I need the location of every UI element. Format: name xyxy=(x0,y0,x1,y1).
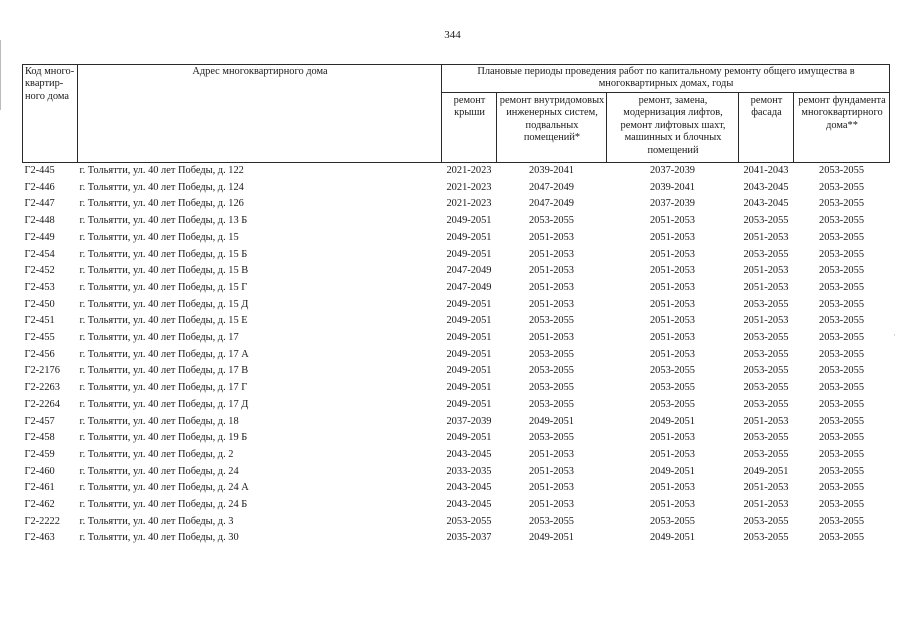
table-row xyxy=(23,514,890,531)
cell-engineering: 2053-2055 xyxy=(528,432,575,444)
cell-engineering: 2051-2053 xyxy=(528,448,575,460)
cell-lifts: 2051-2053 xyxy=(649,332,696,344)
cell-facade: 2051-2053 xyxy=(743,499,789,511)
cell-engineering: 2049-2051 xyxy=(528,415,575,427)
cell-facade: 2041-2043 xyxy=(743,165,789,176)
cell-lifts: 2051-2053 xyxy=(649,248,696,260)
cell-code: Г2-2263 xyxy=(24,382,60,394)
cell-lifts: 2053-2055 xyxy=(649,398,696,410)
cell-foundation: 2053-2055 xyxy=(819,532,865,544)
header-address: Адрес многоквартирного дома xyxy=(78,65,442,163)
cell-foundation: 2053-2055 xyxy=(819,415,865,427)
cell-address: г. Тольятти, ул. 40 лет Победы, д. 24 Б xyxy=(79,499,248,511)
cell-lifts: 2051-2053 xyxy=(649,298,696,310)
cell-code: Г2-459 xyxy=(24,448,55,460)
cell-engineering: 2051-2053 xyxy=(528,248,575,260)
cell-address: г. Тольятти, ул. 40 лет Победы, д. 17 xyxy=(79,332,239,344)
table-row xyxy=(23,313,890,330)
cell-lifts: 2053-2055 xyxy=(649,365,696,377)
cell-facade: 2053-2055 xyxy=(743,398,789,410)
cell-engineering: 2053-2055 xyxy=(528,515,575,527)
cell-engineering: 2053-2055 xyxy=(528,215,575,227)
cell-roof: 2021-2023 xyxy=(446,181,492,193)
cell-foundation: 2053-2055 xyxy=(819,332,865,344)
cell-code: Г2-2264 xyxy=(24,398,60,410)
cell-code: Г2-2176 xyxy=(24,365,60,377)
header-engineering: ремонт внутридомовых инженерных систем, подвальных помещений* xyxy=(497,93,607,163)
cell-foundation: 2053-2055 xyxy=(819,398,865,410)
cell-engineering: 2053-2055 xyxy=(528,348,575,360)
cell-lifts: 2051-2053 xyxy=(649,499,696,511)
cell-lifts: 2051-2053 xyxy=(649,265,696,277)
table-row xyxy=(23,330,890,347)
cell-address: г. Тольятти, ул. 40 лет Победы, д. 15 Е xyxy=(79,315,248,327)
cell-facade: 2051-2053 xyxy=(743,265,789,277)
cell-lifts: 2051-2053 xyxy=(649,215,696,227)
cell-code: Г2-452 xyxy=(24,265,55,277)
cell-address: г. Тольятти, ул. 40 лет Победы, д. 17 Г xyxy=(79,382,248,394)
cell-lifts: 2051-2053 xyxy=(649,231,696,243)
cell-lifts: 2051-2053 xyxy=(649,281,696,293)
cell-facade: 2053-2055 xyxy=(743,532,789,544)
scan-edge-mark xyxy=(0,40,4,110)
cell-roof: 2049-2051 xyxy=(446,348,492,360)
table-row xyxy=(23,196,890,213)
cell-roof: 2053-2055 xyxy=(446,515,492,527)
cell-lifts: 2051-2053 xyxy=(649,348,696,360)
cell-code: Г2-449 xyxy=(24,231,55,243)
cell-foundation: 2053-2055 xyxy=(819,499,865,511)
cell-address: г. Тольятти, ул. 40 лет Победы, д. 13 Б xyxy=(79,215,248,227)
header-code: Код много-квартир-ного дома xyxy=(23,65,78,163)
cell-facade: 2053-2055 xyxy=(743,432,789,444)
cell-facade: 2051-2053 xyxy=(743,281,789,293)
cell-roof: 2043-2045 xyxy=(446,499,492,511)
cell-facade: 2053-2055 xyxy=(743,298,789,310)
cell-facade: 2053-2055 xyxy=(743,332,789,344)
cell-code: Г2-448 xyxy=(24,215,55,227)
cell-roof: 2049-2051 xyxy=(446,315,492,327)
cell-engineering: 2039-2041 xyxy=(528,165,575,176)
cell-address: г. Тольятти, ул. 40 лет Победы, д. 15 Б xyxy=(79,248,248,260)
cell-engineering: 2051-2053 xyxy=(528,482,575,494)
cell-foundation: 2053-2055 xyxy=(819,448,865,460)
table-row xyxy=(23,297,890,314)
header-foundation: ремонт фундамента многоквартирного дома** xyxy=(794,93,890,163)
table-row xyxy=(23,397,890,414)
cell-address: г. Тольятти, ул. 40 лет Победы, д. 17 А xyxy=(79,348,249,360)
cell-address: г. Тольятти, ул. 40 лет Победы, д. 15 В xyxy=(79,265,249,277)
cell-address: г. Тольятти, ул. 40 лет Победы, д. 17 В xyxy=(79,365,249,377)
cell-code: Г2-456 xyxy=(24,348,55,360)
table-row xyxy=(23,347,890,364)
cell-engineering: 2051-2053 xyxy=(528,298,575,310)
table-row xyxy=(23,430,890,447)
cell-code: Г2-457 xyxy=(24,415,55,427)
table-row xyxy=(23,464,890,481)
cell-address: г. Тольятти, ул. 40 лет Победы, д. 124 xyxy=(79,181,244,193)
cell-foundation: 2053-2055 xyxy=(819,348,865,360)
cell-facade: 2053-2055 xyxy=(743,515,789,527)
table-row xyxy=(23,497,890,514)
cell-code: Г2-453 xyxy=(24,281,55,293)
cell-engineering: 2051-2053 xyxy=(528,332,575,344)
cell-address: г. Тольятти, ул. 40 лет Победы, д. 126 xyxy=(79,198,244,210)
cell-facade: 2051-2053 xyxy=(743,482,789,494)
cell-foundation: 2053-2055 xyxy=(819,432,865,444)
cell-code: Г2-455 xyxy=(24,332,55,344)
cell-engineering: 2053-2055 xyxy=(528,365,575,377)
cell-foundation: 2053-2055 xyxy=(819,181,865,193)
cell-lifts: 2049-2051 xyxy=(649,465,696,477)
repair-schedule-table xyxy=(22,64,890,547)
cell-code: Г2-463 xyxy=(24,532,55,544)
cell-engineering: 2053-2055 xyxy=(528,382,575,394)
cell-roof: 2049-2051 xyxy=(446,382,492,394)
cell-address: г. Тольятти, ул. 40 лет Победы, д. 24 А xyxy=(79,482,249,494)
cell-facade: 2043-2045 xyxy=(743,181,789,193)
cell-foundation: 2053-2055 xyxy=(819,482,865,494)
cell-foundation: 2053-2055 xyxy=(819,265,865,277)
table-body xyxy=(23,163,890,548)
cell-lifts: 2051-2053 xyxy=(649,482,696,494)
cell-roof: 2043-2045 xyxy=(446,448,492,460)
cell-roof: 2049-2051 xyxy=(446,248,492,260)
cell-engineering: 2051-2053 xyxy=(528,231,575,243)
cell-facade: 2051-2053 xyxy=(743,231,789,243)
cell-address: г. Тольятти, ул. 40 лет Победы, д. 122 xyxy=(79,165,244,176)
cell-engineering: 2049-2051 xyxy=(528,532,575,544)
cell-engineering: 2053-2055 xyxy=(528,315,575,327)
cell-roof: 2049-2051 xyxy=(446,398,492,410)
cell-address: г. Тольятти, ул. 40 лет Победы, д. 30 xyxy=(79,532,239,544)
cell-code: Г2-451 xyxy=(24,315,55,327)
cell-lifts: 2037-2039 xyxy=(649,165,696,176)
cell-roof: 2049-2051 xyxy=(446,432,492,444)
cell-address: г. Тольятти, ул. 40 лет Победы, д. 18 xyxy=(79,415,239,427)
cell-address: г. Тольятти, ул. 40 лет Победы, д. 2 xyxy=(79,448,234,460)
cell-address: г. Тольятти, ул. 40 лет Победы, д. 15 xyxy=(79,231,239,243)
cell-foundation: 2053-2055 xyxy=(819,465,865,477)
cell-facade: 2043-2045 xyxy=(743,198,789,210)
cell-foundation: 2053-2055 xyxy=(819,215,865,227)
cell-code: Г2-446 xyxy=(24,181,55,193)
cell-foundation: 2053-2055 xyxy=(819,315,865,327)
cell-roof: 2047-2049 xyxy=(446,281,492,293)
table-row xyxy=(23,213,890,230)
page-number: 344 xyxy=(444,29,461,41)
table-row xyxy=(23,380,890,397)
table-row xyxy=(23,180,890,197)
cell-lifts: 2053-2055 xyxy=(649,515,696,527)
cell-code: Г2-447 xyxy=(24,198,55,210)
cell-lifts: 2049-2051 xyxy=(649,532,696,544)
cell-code: Г2-2222 xyxy=(24,515,60,527)
table-row xyxy=(23,480,890,497)
table-row xyxy=(23,280,890,297)
header-lifts: ремонт, замена, модернизация лифтов, ремонт лифтовых шахт, машинных и блочных помещений xyxy=(607,93,739,163)
cell-engineering: 2051-2053 xyxy=(528,465,575,477)
cell-lifts: 2039-2041 xyxy=(649,181,696,193)
cell-code: Г2-460 xyxy=(24,465,55,477)
cell-address: г. Тольятти, ул. 40 лет Победы, д. 3 xyxy=(79,515,234,527)
cell-roof: 2043-2045 xyxy=(446,482,492,494)
header-roof: ремонт крыши xyxy=(442,93,497,163)
cell-roof: 2033-2035 xyxy=(446,465,492,477)
cell-roof: 2021-2023 xyxy=(446,198,492,210)
cell-lifts: 2053-2055 xyxy=(649,382,696,394)
cell-code: Г2-445 xyxy=(24,165,55,176)
table-row xyxy=(23,163,890,180)
cell-engineering: 2047-2049 xyxy=(528,198,575,210)
cell-roof: 2049-2051 xyxy=(446,231,492,243)
cell-code: Г2-458 xyxy=(24,432,55,444)
cell-roof: 2049-2051 xyxy=(446,215,492,227)
cell-code: Г2-450 xyxy=(24,298,55,310)
cell-facade: 2051-2053 xyxy=(743,415,789,427)
header-facade: ремонт фасада xyxy=(739,93,794,163)
cell-code: Г2-461 xyxy=(24,482,55,494)
cell-foundation: 2053-2055 xyxy=(819,298,865,310)
cell-engineering: 2047-2049 xyxy=(528,181,575,193)
cell-lifts: 2049-2051 xyxy=(649,415,696,427)
cell-address: г. Тольятти, ул. 40 лет Победы, д. 15 Д xyxy=(79,298,249,310)
cell-address: г. Тольятти, ул. 40 лет Победы, д. 15 Г xyxy=(79,281,248,293)
table-row xyxy=(23,363,890,380)
cell-roof: 2037-2039 xyxy=(446,415,492,427)
cell-facade: 2053-2055 xyxy=(743,365,789,377)
cell-facade: 2053-2055 xyxy=(743,215,789,227)
cell-foundation: 2053-2055 xyxy=(819,281,865,293)
header-periods: Плановые периоды проведения работ по капитальному ремонту общего имущества в многоквартирных домах, годы xyxy=(442,65,890,93)
cell-facade: 2053-2055 xyxy=(743,348,789,360)
cell-address: г. Тольятти, ул. 40 лет Победы, д. 17 Д xyxy=(79,398,249,410)
cell-facade: 2053-2055 xyxy=(743,448,789,460)
cell-code: Г2-454 xyxy=(24,248,55,260)
cell-facade: 2049-2051 xyxy=(743,465,789,477)
cell-foundation: 2053-2055 xyxy=(819,165,865,176)
cell-facade: 2051-2053 xyxy=(743,315,789,327)
cell-foundation: 2053-2055 xyxy=(819,382,865,394)
cell-facade: 2053-2055 xyxy=(743,382,789,394)
cell-foundation: 2053-2055 xyxy=(819,248,865,260)
cell-address: г. Тольятти, ул. 40 лет Победы, д. 24 xyxy=(79,465,239,477)
cell-engineering: 2053-2055 xyxy=(528,398,575,410)
cell-roof: 2049-2051 xyxy=(446,298,492,310)
table-row xyxy=(23,247,890,264)
cell-foundation: 2053-2055 xyxy=(819,515,865,527)
cell-facade: 2053-2055 xyxy=(743,248,789,260)
cell-lifts: 2037-2039 xyxy=(649,198,696,210)
cell-engineering: 2051-2053 xyxy=(528,281,575,293)
cell-foundation: 2053-2055 xyxy=(819,365,865,377)
cell-roof: 2021-2023 xyxy=(446,165,492,176)
table-row xyxy=(23,414,890,431)
table-row xyxy=(23,447,890,464)
scan-margin-mark: · xyxy=(893,330,896,340)
cell-lifts: 2051-2053 xyxy=(649,432,696,444)
cell-engineering: 2051-2053 xyxy=(528,499,575,511)
cell-foundation: 2053-2055 xyxy=(819,231,865,243)
cell-engineering: 2051-2053 xyxy=(528,265,575,277)
cell-roof: 2049-2051 xyxy=(446,365,492,377)
cell-code: Г2-462 xyxy=(24,499,55,511)
cell-roof: 2035-2037 xyxy=(446,532,492,544)
cell-roof: 2047-2049 xyxy=(446,265,492,277)
table-row xyxy=(23,230,890,247)
cell-lifts: 2051-2053 xyxy=(649,448,696,460)
cell-lifts: 2051-2053 xyxy=(649,315,696,327)
cell-address: г. Тольятти, ул. 40 лет Победы, д. 19 Б xyxy=(79,432,248,444)
cell-foundation: 2053-2055 xyxy=(819,198,865,210)
table-row xyxy=(23,263,890,280)
table-row xyxy=(23,530,890,547)
cell-roof: 2049-2051 xyxy=(446,332,492,344)
